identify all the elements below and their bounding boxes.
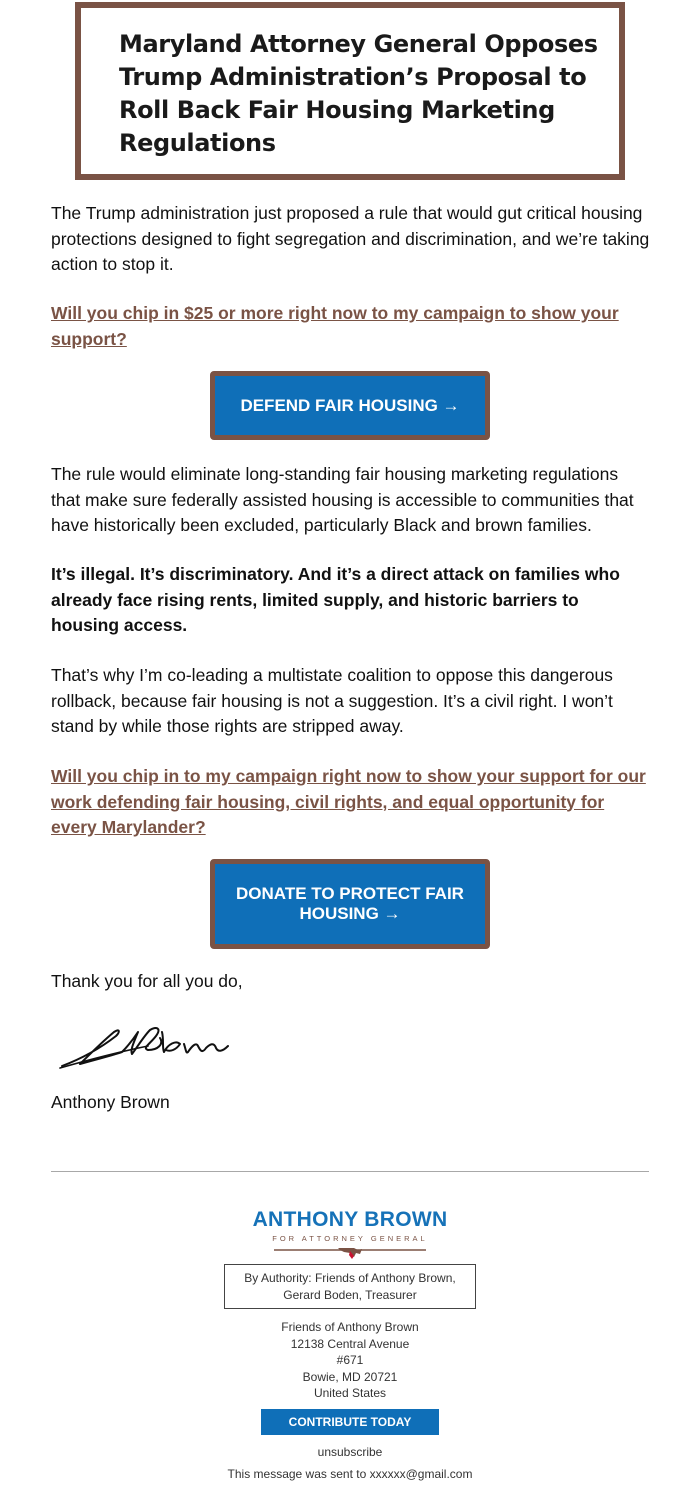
donate-ask-link-1[interactable]: Will you chip in $25 or more right now to my campaign to show your support? <box>51 303 619 349</box>
maryland-map-icon <box>250 1244 450 1260</box>
paid-for-by-box: By Authority: Friends of Anthony Brown, Gerard Boden, Treasurer <box>224 1264 476 1309</box>
unsubscribe-link[interactable]: unsubscribe <box>317 1445 383 1459</box>
campaign-logo <box>250 1208 450 1265</box>
address-line: United States <box>313 1386 387 1401</box>
sent-to-notice: This message was sent to xxxxxx@gmail.com <box>227 1467 473 1481</box>
defend-fair-housing-button[interactable]: DEFEND FAIR HOUSING → <box>210 371 490 440</box>
rule-paragraph: The rule would eliminate long-standing fair housing marketing regulations that make sure federally assisted housing is accessible to communities that have historically been excluded, particularly Black and brown families. <box>51 464 634 535</box>
address-line: Bowie, MD 20721 <box>302 1369 398 1384</box>
address-line: #671 <box>336 1353 364 1368</box>
address-line: 12138 Central Avenue <box>290 1336 410 1351</box>
signature-image <box>58 1016 238 1074</box>
headline: Maryland Attorney General Opposes Trump Administration’s Proposal to Roll Back Fair Housing Marketing Regulations <box>119 30 598 157</box>
address-line: Friends of Anthony Brown <box>281 1320 419 1334</box>
contribute-today-button[interactable]: CONTRIBUTE TODAY <box>261 1409 439 1435</box>
signature-name: Anthony Brown <box>51 1092 170 1112</box>
intro-paragraph: The Trump administration just proposed a rule that would gut critical housing protections designed to fight segregation and discrimination, and we’re taking action to stop it. <box>51 203 650 274</box>
illegal-paragraph: It’s illegal. It’s discriminatory. And it’s a direct attack on families who already face rising rents, limited supply, and historic barriers to housing access. <box>51 564 620 635</box>
coalition-paragraph: That’s why I’m co-leading a multistate coalition to oppose this dangerous rollback, because fair housing is not a suggestion. It’s a civil right. I won’t stand by while those rights are stripped away. <box>51 665 613 736</box>
footer-divider <box>51 1171 649 1172</box>
donate-protect-fair-housing-button[interactable]: DONATE TO PROTECT FAIR HOUSING → <box>210 859 490 949</box>
signoff: Thank you for all you do, <box>51 971 243 991</box>
mailing-address <box>200 1319 500 1402</box>
donate-ask-link-2[interactable]: Will you chip in to my campaign right now to show your support for our work defending fair housing, civil rights, and equal opportunity for every Marylander? <box>51 766 646 837</box>
logo-name: ANTHONY BROWN <box>252 1208 448 1231</box>
headline-box <box>75 2 625 180</box>
logo-subtitle: FOR ATTORNEY GENERAL <box>272 1234 428 1243</box>
